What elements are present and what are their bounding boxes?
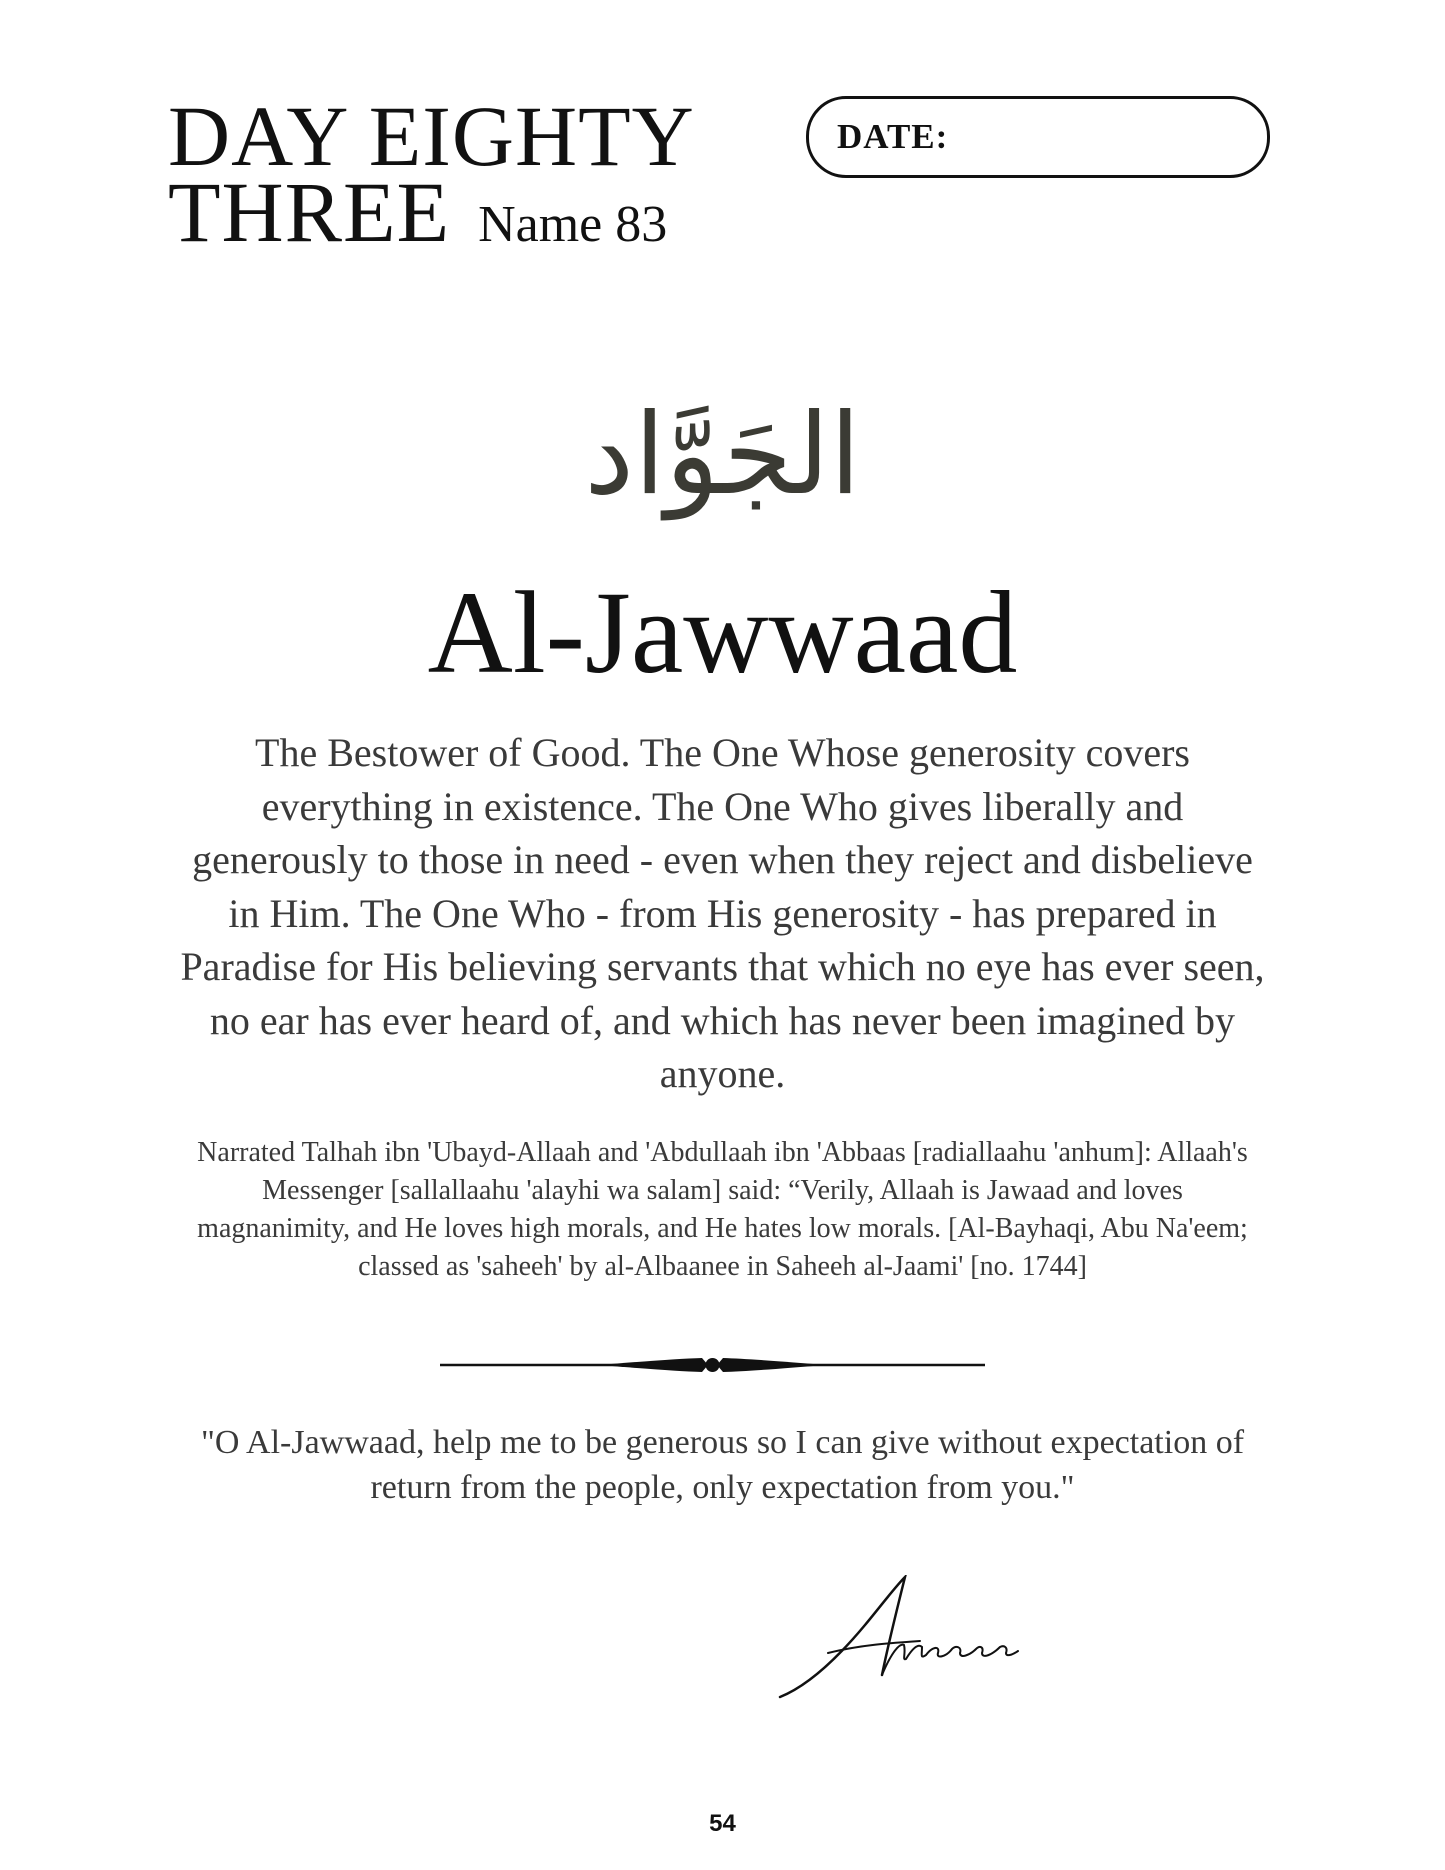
name-meaning: The Bestower of Good. The One Whose generosity covers everything in existence. The One Who gives liberally and generously to those in need - even when they reject and disbelieve in Him. The One Who - from His generosity - has prepared in Paradise for His believing servants that which no eye has ever seen, no ear has ever heard of, and which has never been imagined by anyone. [180,730,1265,1096]
day-heading [168,88,695,263]
date-label: DATE: [837,117,949,156]
day-heading-line1: DAY EIGHTY [168,88,695,184]
divider-center-dot [706,1358,720,1372]
divider-left-flourish [600,1358,708,1372]
date-field[interactable] [806,96,1270,178]
divider-right-flourish [717,1358,825,1372]
page-number: 54 [709,1810,736,1837]
dua-text: "O Al-Jawwaad, help me to be generous so I can give without expectation of return from the people, only expectation from you." [200,1424,1245,1506]
ornament-divider [440,1350,985,1380]
name-number: Name 83 [478,196,668,253]
signature-ameen [770,1575,1020,1705]
day-heading-line2-text: THREE [168,164,451,260]
day-heading-line2 [168,164,695,263]
name-transliteration: Al-Jawwaad [427,567,1018,698]
hadith-text: Narrated Talhah ibn 'Ubayd-Allaah and 'Abdullaah ibn 'Abbaas [radiallaahu 'anhum]: Allaah's Messenger [sallallaahu 'alayhi wa salam] said: “Verily, Allaah is Jawaad and loves magnanimity, and He loves high morals, and He hates low morals. [Al-Bayhaqi, Abu Na'eem; classed as 'saheeh' by al-Albaanee in Saheeh al-Jaami' [no. 1744] [197,1137,1248,1282]
arabic-name: الجَوَّاد [584,390,861,520]
